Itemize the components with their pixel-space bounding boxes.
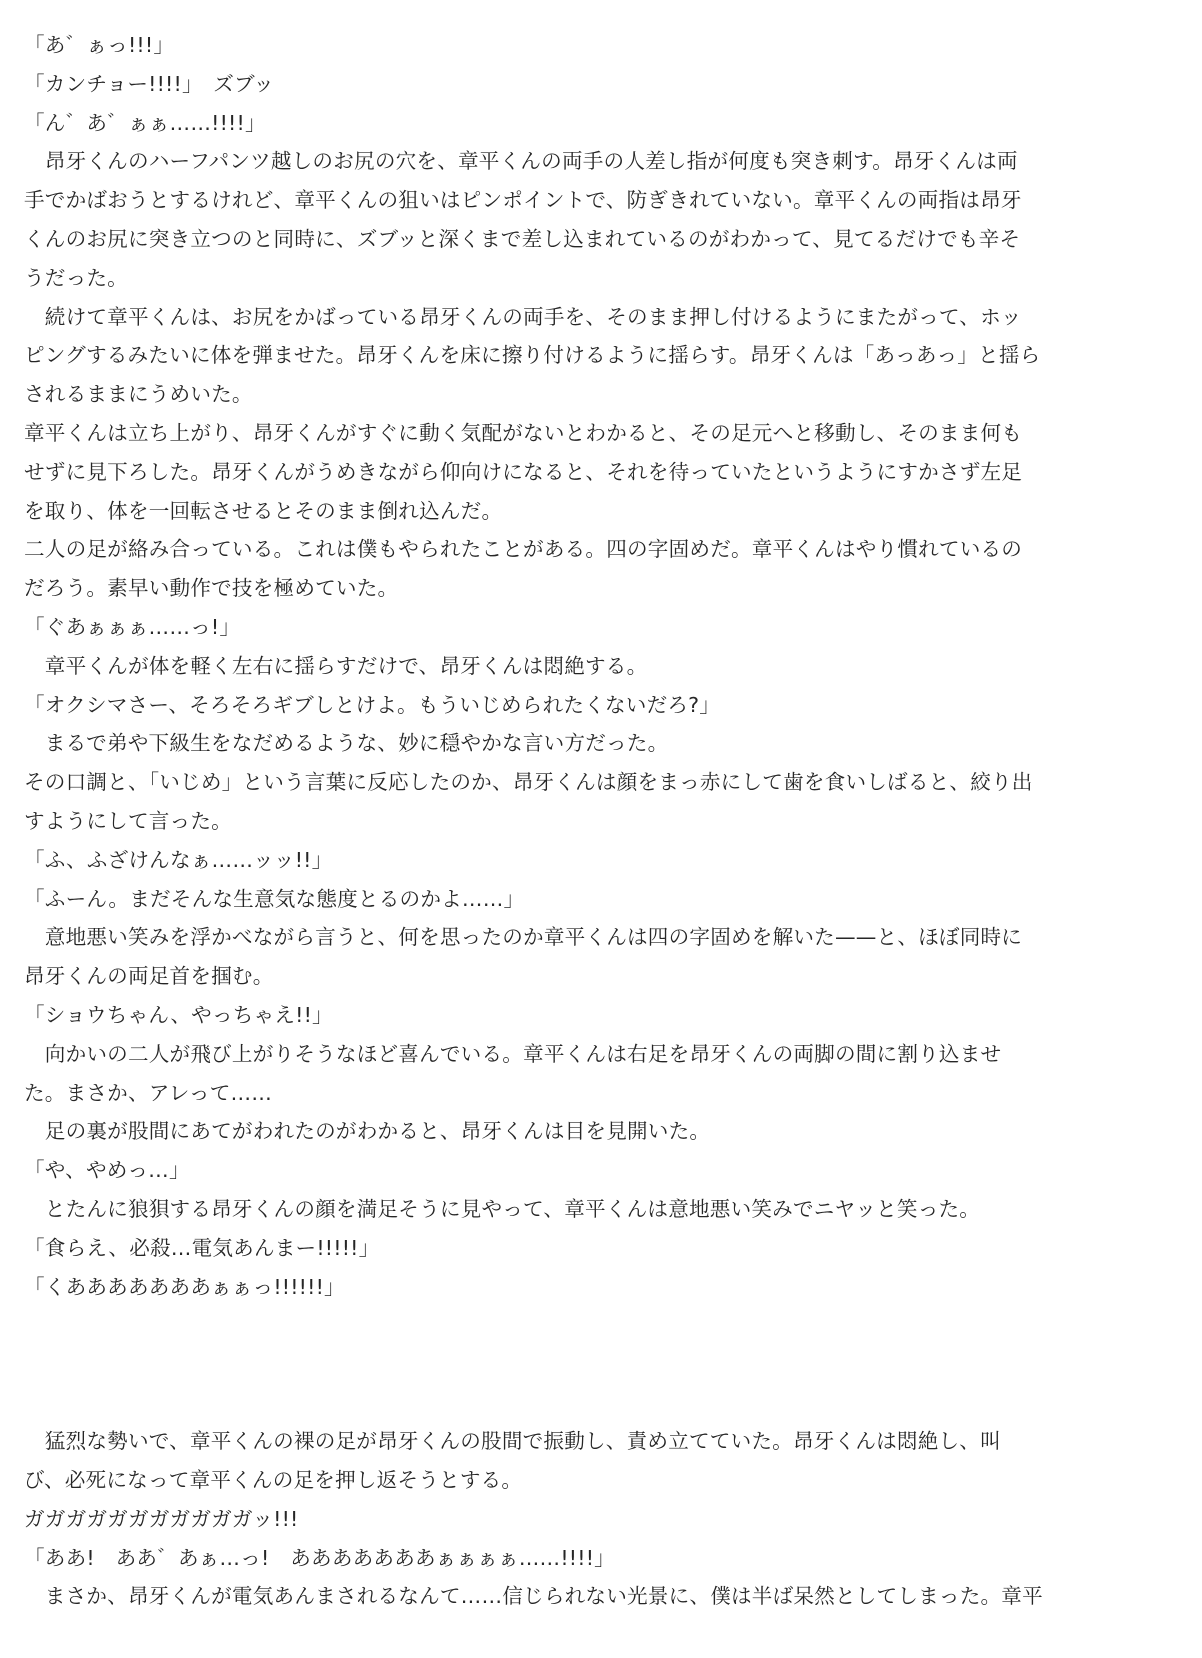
document-body: [24, 26, 1184, 1616]
text-block-2: [24, 1422, 1184, 1616]
text-line: 「食らえ、必殺…電気あんまー!!!!!」: [24, 1235, 380, 1260]
text-line: 「くあああああああぁぁっ!!!!!!」: [24, 1274, 345, 1299]
text-line: 「ショウちゃん、やっちゃえ!!」: [24, 1002, 333, 1027]
text-line: 「オクシマさー、そろそろギブしとけよ。もういじめられたくないだろ?」: [24, 692, 721, 717]
text-line: くんのお尻に突き立つのと同時に、ズブッと深くまで差し込まれているのがわかって、見てるだけでも辛そ: [24, 226, 1021, 251]
text-line: 昂牙くんのハーフパンツ越しのお尻の穴を、章平くんの両手の人差し指が何度も突き刺す。昂牙くんは両: [24, 149, 1018, 174]
text-line: 昂牙くんの両足首を掴む。: [24, 964, 274, 989]
text-line: されるままにうめいた。: [24, 382, 253, 407]
text-line: 「ああ! ああ゛あぁ…っ! あああああああぁぁぁぁ……!!!!」: [24, 1545, 615, 1570]
text-line: 猛烈な勢いで、章平くんの裸の足が昂牙くんの股間で振動し、責め立てていた。昂牙くんは悶絶し、叫: [24, 1429, 1001, 1454]
text-line: だろう。素早い動作で技を極めていた。: [24, 576, 399, 601]
text-line: た。まさか、アレって……: [24, 1080, 273, 1105]
text-line: 「あ゛ぁっ!!!」: [24, 33, 175, 57]
text-line: 足の裏が股間にあてがわれたのがわかると、昂牙くんは目を見開いた。: [24, 1119, 711, 1144]
text-line: 続けて章平くんは、お尻をかばっている昂牙くんの両手を、そのまま押し付けるようにまたがって、ホッ: [24, 304, 1022, 329]
text-line: 「ぐあぁぁぁ……っ!」: [24, 614, 241, 639]
text-line: 手でかばおうとするけれど、章平くんの狙いはピンポイントで、防ぎきれていない。章平くんの両指は昂牙: [24, 188, 1022, 213]
text-line: 「や、やめっ…」: [24, 1158, 190, 1183]
text-line: うだった。: [24, 265, 128, 290]
text-line: び、必死になって章平くんの足を押し返そうとする。: [24, 1468, 523, 1493]
text-line: すようにして言った。: [24, 808, 232, 833]
text-line: その口調と、「いじめ」という言葉に反応したのか、昂牙くんは顔をまっ赤にして歯を食いしばると、絞り出: [24, 770, 1033, 795]
text-line: 章平くんが体を軽く左右に揺らすだけで、昂牙くんは悶絶する。: [24, 653, 648, 678]
text-line: 章平くんは立ち上がり、昂牙くんがすぐに動く気配がないとわかると、その足元へと移動し、そのまま何も: [24, 420, 1023, 445]
text-line: 意地悪い笑みを浮かべながら言うと、何を思ったのか章平くんは四の字固めを解いた——と、ほぼ同時に: [24, 925, 1023, 950]
text-line: を取り、体を一回転させるとそのまま倒れ込んだ。: [24, 498, 503, 523]
text-line: とたんに狼狽する昂牙くんの顔を満足そうに見やって、章平くんは意地悪い笑みでニヤッと笑った。: [24, 1196, 981, 1221]
text-line: 二人の足が絡み合っている。これは僕もやられたことがある。四の字固めだ。章平くんはやり慣れているの: [24, 537, 1023, 562]
text-line: ピングするみたいに体を弾ませた。昂牙くんを床に擦り付けるように揺らす。昂牙くんは「あっあっ」と揺ら: [24, 343, 1041, 368]
text-line: 「ん゛あ゛ぁぁ……!!!!」: [24, 110, 266, 135]
text-line: ガガガガガガガガガガガッ!!!: [24, 1506, 299, 1531]
text-line: 「ふーん。まだそんな生意気な態度とるのかよ……」: [24, 886, 525, 911]
text-line: せずに見下ろした。昂牙くんがうめきながら仰向けになると、それを待っていたというようにすかさず左足: [24, 459, 1023, 484]
blank-spacer: [24, 1306, 1184, 1422]
text-line: まるで弟や下級生をなだめるような、妙に穏やかな言い方だった。: [24, 731, 669, 756]
text-line: まさか、昂牙くんが電気あんまされるなんて……信じられない光景に、僕は半ば呆然としてしまった。章平: [24, 1584, 1043, 1609]
text-line: 「ふ、ふざけんなぁ……ッッ!!」: [24, 847, 333, 872]
text-block-1: [24, 26, 1184, 1306]
text-line: 向かいの二人が飛び上がりそうなほど喜んでいる。章平くんは右足を昂牙くんの両脚の間に割り込ませ: [24, 1041, 1002, 1066]
text-line: 「カンチョー!!!!」 ズブッ: [24, 71, 275, 96]
